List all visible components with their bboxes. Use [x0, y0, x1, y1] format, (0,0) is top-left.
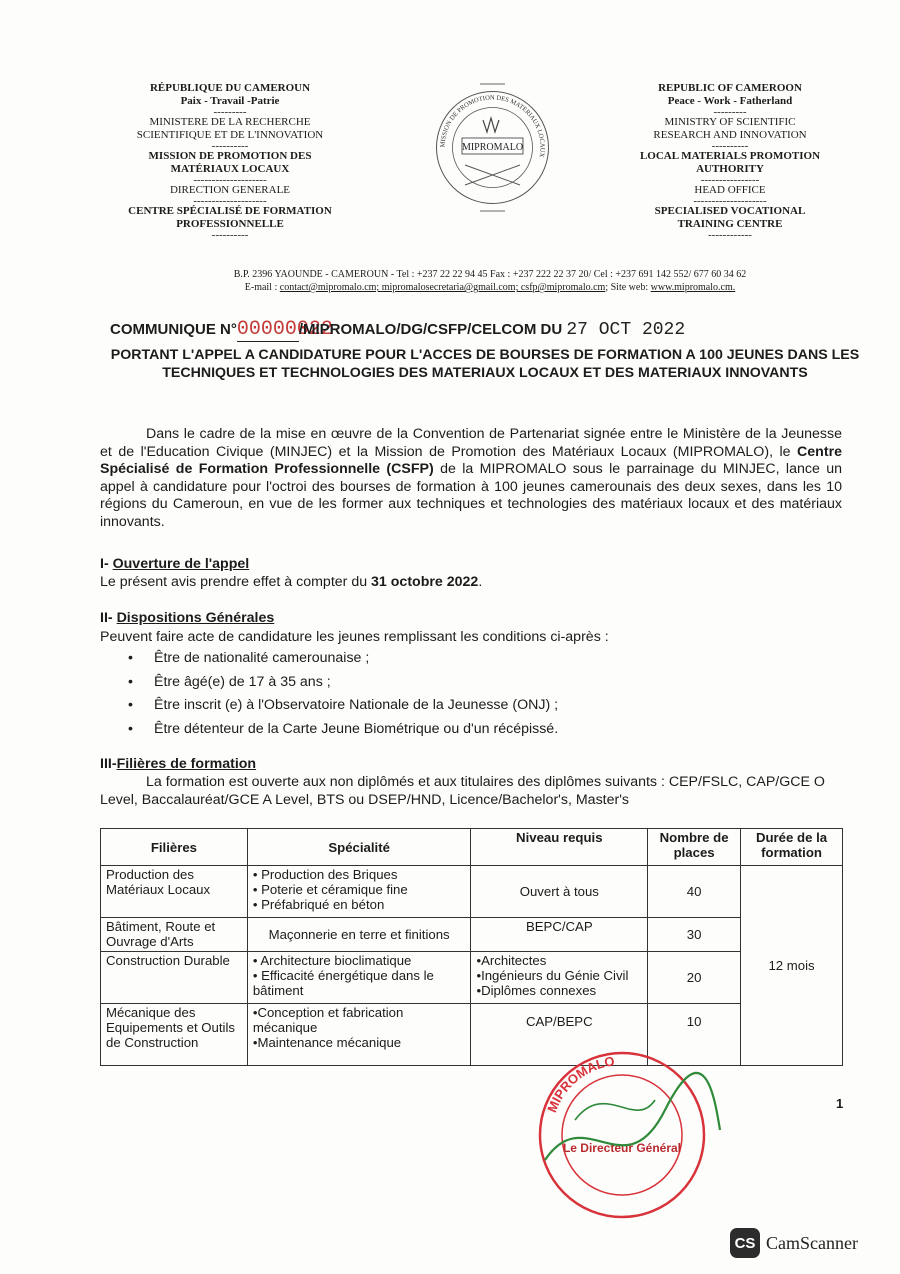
contact-website-link[interactable]: www.mipromalo.cm.: [650, 282, 736, 293]
specialite-cell: • Production des Briques • Poterie et céramique fine • Préfabriqué en béton: [247, 866, 471, 918]
ministry-fr-2: SCIENTIFIQUE ET DE L'INNOVATION: [136, 129, 324, 141]
communique-subject: PORTANT L'APPEL A CANDIDATURE POUR L'ACCES DE BOURSES DE FORMATION A 100 JEUNES DANS LES TECHNIQUES ET TECHNOLOGIES DES MATERIAUX LOCAUX ET DES MATERIAUX INNOVANTS: [110, 347, 860, 381]
mission-fr-1: MISSION DE PROMOTION DES: [148, 150, 312, 162]
specialite-cell: • Architecture bioclimatique • Efficacité énergétique dans le bâtiment: [247, 952, 471, 1004]
section-2-heading: II- Dispositions Générales: [100, 610, 275, 626]
header-right: REPUBLIC OF CAMEROON Peace - Work - Fatherland --------- MINISTRY OF SCIENTIFIC RESEARCH AND INNOVATION ---------- LOCAL MATERIALS PROMOTION AUTHORITY ---------------- HEAD OFFICE -------------------- SPECIALISED VOCATIONAL TRAINING CENTRE ------------: [610, 82, 850, 239]
table-header: Durée de la formation: [741, 829, 843, 866]
table-header: Niveau requis: [471, 829, 648, 866]
list-item: • Être inscrit (e) à l'Observatoire Nationale de la Jeunesse (ONJ) ;: [100, 697, 558, 721]
centre-en-2: TRAINING CENTRE: [677, 218, 783, 230]
niveau-cell: • Architectes • Ingénieurs du Génie Civil • Diplômes connexes: [471, 952, 648, 1004]
camscanner-label: CamScanner: [766, 1232, 858, 1253]
stamp-text: Le Directeur Général: [562, 1141, 682, 1155]
communique-date: 27 OCT 2022: [566, 320, 686, 340]
section-1-text: Le présent avis prendre effet à compter du 31 octobre 2022.: [100, 574, 483, 590]
mission-fr-2: MATÉRIAUX LOCAUX: [170, 163, 290, 175]
office-en: HEAD OFFICE: [694, 184, 766, 196]
communique-number: 00000022: [236, 318, 333, 341]
contact-emails[interactable]: contact@mipromalo.cm; mipromalosecretaria@gmail.com; csfp@mipromalo.cm: [279, 282, 606, 293]
communique-ref: /MIPROMALO/DG/CSFP/CELCOM DU: [298, 321, 563, 338]
duree-cell: 12 mois: [741, 866, 843, 1066]
table-header: Nombre de places: [648, 829, 741, 866]
page-number: 1: [836, 1096, 844, 1111]
section-3-intro: La formation est ouverte aux non diplômés et aux titulaires des diplômes suivants : CEP/FSLC, CAP/GCE O Level, Baccalauréat/GCE A Level, BTS ou DSEP/HND, Licence/Bachelor's, Master's: [100, 774, 825, 808]
authority-en-1: LOCAL MATERIALS PROMOTION: [639, 150, 821, 162]
training-table: [100, 828, 843, 1066]
table-header: Spécialité: [247, 829, 471, 866]
republic-en: REPUBLIC OF CAMEROON: [658, 82, 802, 94]
section-3-heading: III-Filières de formation: [100, 756, 257, 772]
conditions-list: [100, 650, 558, 744]
places-cell: 20: [648, 952, 741, 1004]
camscanner-logo-icon: CS: [730, 1228, 760, 1258]
centre-en-1: SPECIALISED VOCATIONAL: [654, 205, 806, 217]
filiere-cell: Mécanique des Equipements et Outils de Construction: [101, 1004, 248, 1066]
seal-text: MIPROMALO: [461, 142, 524, 153]
authority-en-2: AUTHORITY: [696, 163, 764, 175]
filiere-cell: Production des Matériaux Locaux: [101, 866, 248, 918]
ministry-fr-1: MINISTERE DE LA RECHERCHE: [149, 116, 311, 128]
communique-line: [110, 318, 890, 342]
places-cell: 40: [648, 866, 741, 918]
specialite-cell: Maçonnerie en terre et finitions: [247, 918, 471, 952]
official-stamp-icon: [505, 1040, 740, 1220]
section-1-heading: I- Ouverture de l'appel: [100, 556, 250, 572]
ministry-en-1: MINISTRY OF SCIENTIFIC: [664, 116, 796, 128]
niveau-cell: Ouvert à tous: [471, 866, 648, 918]
filiere-cell: Bâtiment, Route et Ouvrage d'Arts: [101, 918, 248, 952]
direction-fr: DIRECTION GENERALE: [169, 184, 291, 196]
republic-fr: RÉPUBLIQUE DU CAMEROUN: [149, 82, 311, 94]
list-item: • Être détenteur de la Carte Jeune Biométrique ou d'un récépissé.: [100, 721, 558, 745]
motto-fr: Paix - Travail -Patrie: [180, 95, 280, 107]
list-item: • Être de nationalité camerounaise ;: [100, 650, 558, 674]
table-header: Filières: [101, 829, 248, 866]
filiere-cell: Construction Durable: [101, 952, 248, 1004]
places-cell: 10: [648, 1004, 741, 1066]
table-row: [101, 918, 843, 952]
table-row: [101, 952, 843, 1004]
places-cell: 30: [648, 918, 741, 952]
ministry-en-2: RESEARCH AND INNOVATION: [653, 129, 807, 141]
centre-fr-1: CENTRE SPÉCIALISÉ DE FORMATION: [128, 205, 332, 217]
niveau-cell: BEPC/CAP: [471, 918, 648, 952]
header-left: RÉPUBLIQUE DU CAMEROUN Paix - Travail -Patrie --------- MINISTERE DE LA RECHERCHE SCIENTIFIQUE ET DE L'INNOVATION ---------- MISSION DE PROMOTION DES MATÉRIAUX LOCAUX -------------------- DIRECTION GENERALE -------------------- CENTRE SPÉCIALISÉ DE FORMATION PROFESSIONNELLE ----------: [100, 82, 360, 239]
intro-paragraph: Dans le cadre de la mise en œuvre de la Convention de Partenariat signée entre le Ministère de la Jeunesse et de l'Education Civique (MINJEC) et la Mission de Promotion des Matériaux Locaux (MIPROMALO), le Centre Spécialisé de Formation Professionnelle (CSFP) de la MIPROMALO sous le parrainage du MINJEC, lance un appel à candidature pour l'octroi des bourses de formation à 100 jeunes camerounais des deux sexes, dans les 10 régions du Cameroun, en vue de les former aux techniques et technologies des matériaux locaux et des matériaux innovants.: [100, 426, 843, 530]
centre-fr-2: PROFESSIONNELLE: [176, 218, 284, 230]
mipromalo-seal-icon: [425, 80, 560, 215]
specialite-cell: • Conception et fabrication mécanique • Maintenance mécanique: [247, 1004, 471, 1066]
motto-en: Peace - Work - Fatherland: [667, 95, 793, 107]
svg-text:MIPROMALO: MIPROMALO: [544, 1053, 616, 1115]
communique-prefix: COMMUNIQUE N°: [110, 321, 237, 338]
section-2-intro: Peuvent faire acte de candidature les jeunes remplissant les conditions ci-après :: [100, 629, 609, 645]
niveau-cell: CAP/BEPC: [471, 1004, 648, 1066]
table-row: [101, 866, 843, 918]
list-item: • Être âgé(e) de 17 à 35 ans ;: [100, 674, 558, 698]
camscanner-watermark: [730, 1228, 858, 1258]
contact-info: B.P. 2396 YAOUNDE - CAMEROUN - Tel : +237 22 22 94 45 Fax : +237 222 22 37 20/ Cel : +237 691 142 552/ 677 60 34 62 E-mail : contact@mipromalo.cm; mipromalosecretaria@gmail.com; csfp@mipromalo.cm; Site web: www.mipromalo.cm.: [100, 268, 880, 294]
svg-text:MISSION DE PROMOTION DES MATER: MISSION DE PROMOTION DES MATERIAUX LOCAUX: [439, 94, 546, 158]
contact-address: B.P. 2396 YAOUNDE - CAMEROUN - Tel : +237 22 22 94 45 Fax : +237 222 22 37 20/ Cel : +237 691 142 552/ 677 60 34 62: [233, 269, 747, 280]
table-header-row: [101, 829, 843, 866]
